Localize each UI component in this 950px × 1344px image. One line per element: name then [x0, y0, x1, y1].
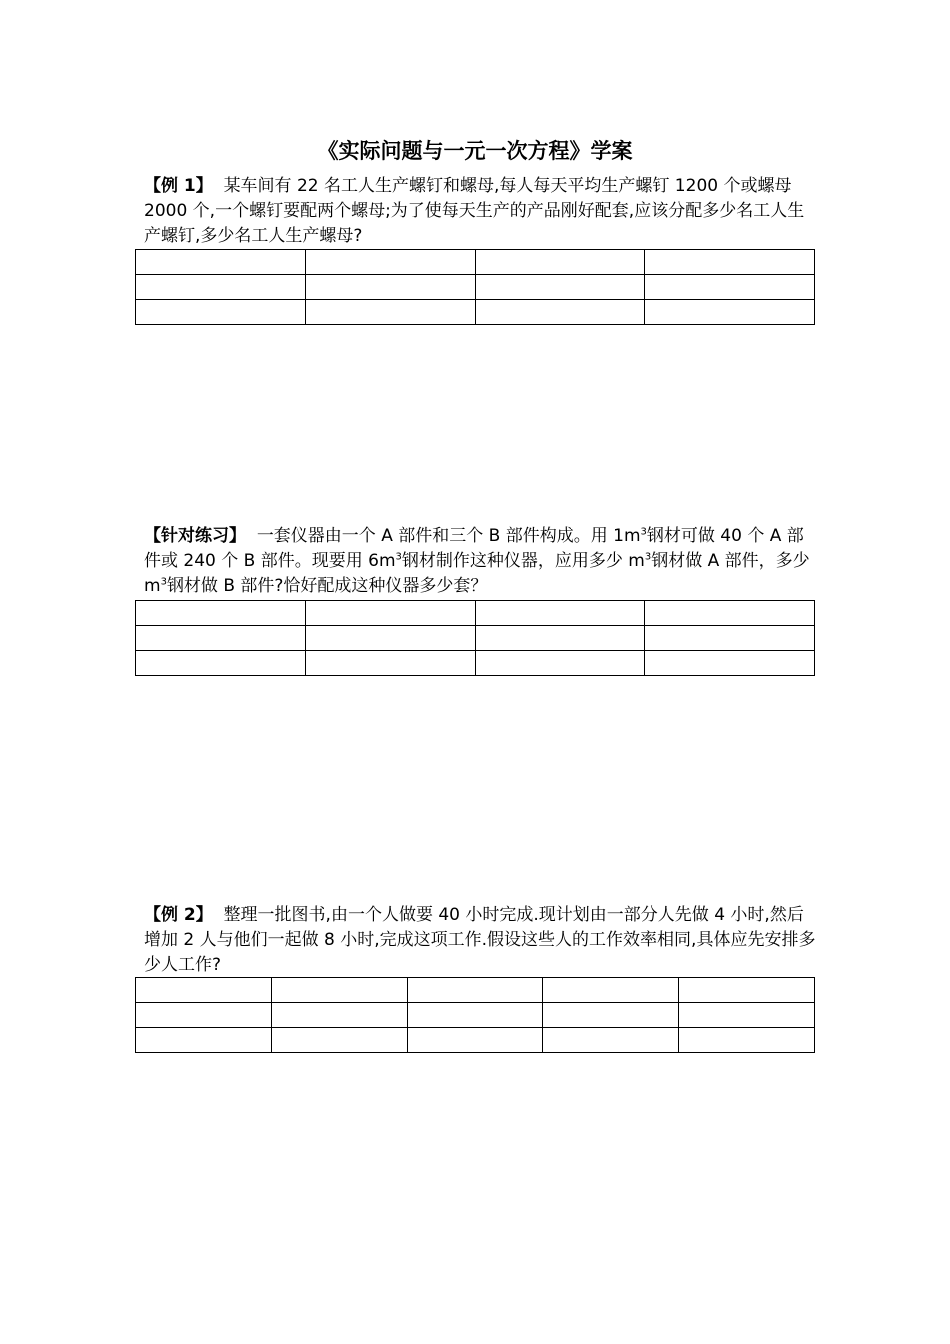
page-title: 《实际问题与一元一次方程》学案 — [317, 139, 633, 163]
table-cell — [305, 601, 475, 626]
superscript: 3 — [395, 551, 402, 563]
table-cell — [136, 250, 306, 275]
table-row — [136, 978, 815, 1003]
table-cell — [407, 1028, 543, 1053]
table-cell — [305, 300, 475, 325]
table-cell — [271, 978, 407, 1003]
table-cell — [679, 1003, 815, 1028]
example-1-problem — [144, 174, 816, 249]
table-cell — [543, 1003, 679, 1028]
superscript: 3 — [640, 526, 647, 538]
table-cell — [645, 250, 815, 275]
superscript: 3 — [644, 551, 652, 563]
example-1-tag: 【例 1】 — [144, 176, 213, 196]
table-cell — [645, 601, 815, 626]
table-cell — [475, 300, 645, 325]
table-cell — [305, 250, 475, 275]
table-cell — [407, 1003, 543, 1028]
practice-table — [135, 600, 815, 676]
practice-text-b: 钢材可做 40 个 A 部件或 240 个 B 部件。现要用 6m — [144, 526, 804, 571]
table-row — [136, 1003, 815, 1028]
practice-text-a: 一套仪器由一个 A 部件和三个 B 部件构成。用 1m — [256, 526, 641, 546]
table-cell — [475, 601, 645, 626]
table-cell — [645, 275, 815, 300]
table-cell — [645, 626, 815, 651]
table-cell — [271, 1003, 407, 1028]
table-cell — [475, 626, 645, 651]
table-cell — [475, 651, 645, 676]
table-cell — [645, 651, 815, 676]
table-cell — [475, 275, 645, 300]
table-cell — [271, 1028, 407, 1053]
table-cell — [305, 651, 475, 676]
table-cell — [543, 978, 679, 1003]
table-row — [136, 250, 815, 275]
table-cell — [543, 1028, 679, 1053]
table-cell — [136, 978, 272, 1003]
example-2-tag: 【例 2】 — [144, 905, 213, 925]
superscript: 3 — [160, 576, 167, 588]
practice-text-d: 钢材做 A 部件，多少 m — [144, 551, 810, 596]
table-row — [136, 626, 815, 651]
table-cell — [136, 1028, 272, 1053]
example-2-table — [135, 977, 815, 1053]
practice-text-c: 钢材制作这种仪器，应用多少 m — [401, 551, 645, 571]
example-1-text: 某车间有 22 名工人生产螺钉和螺母,每人每天平均生产螺钉 1200 个或螺母 2000 个,一个螺钉要配两个螺母;为了使每天生产的产品刚好配套,应该分配多少名工人生产螺钉,多少名工人生产螺母? — [144, 176, 805, 246]
example-2-problem — [144, 903, 816, 978]
table-row — [136, 601, 815, 626]
table-cell — [407, 978, 543, 1003]
table-row — [136, 300, 815, 325]
example-1-table — [135, 249, 815, 325]
table-cell — [136, 601, 306, 626]
table-cell — [475, 250, 645, 275]
table-cell — [645, 300, 815, 325]
table-cell — [305, 626, 475, 651]
table-cell — [136, 300, 306, 325]
table-cell — [136, 275, 306, 300]
table-cell — [305, 275, 475, 300]
table-cell — [679, 1028, 815, 1053]
practice-text-e: 钢材做 B 部件?恰好配成这种仪器多少套？ — [166, 576, 488, 596]
table-row — [136, 275, 815, 300]
table-cell — [679, 978, 815, 1003]
practice-problem — [144, 524, 816, 599]
example-2-text: 整理一批图书,由一个人做要 40 小时完成.现计划由一部分人先做 4 小时,然后增加 2 人与他们一起做 8 小时,完成这项工作.假设这些人的工作效率相同,具体应先安排多少人工作? — [144, 905, 816, 975]
practice-tag: 【针对练习】 — [144, 526, 246, 546]
table-row — [136, 651, 815, 676]
table-cell — [136, 651, 306, 676]
table-row — [136, 1028, 815, 1053]
table-cell — [136, 626, 306, 651]
table-cell — [136, 1003, 272, 1028]
